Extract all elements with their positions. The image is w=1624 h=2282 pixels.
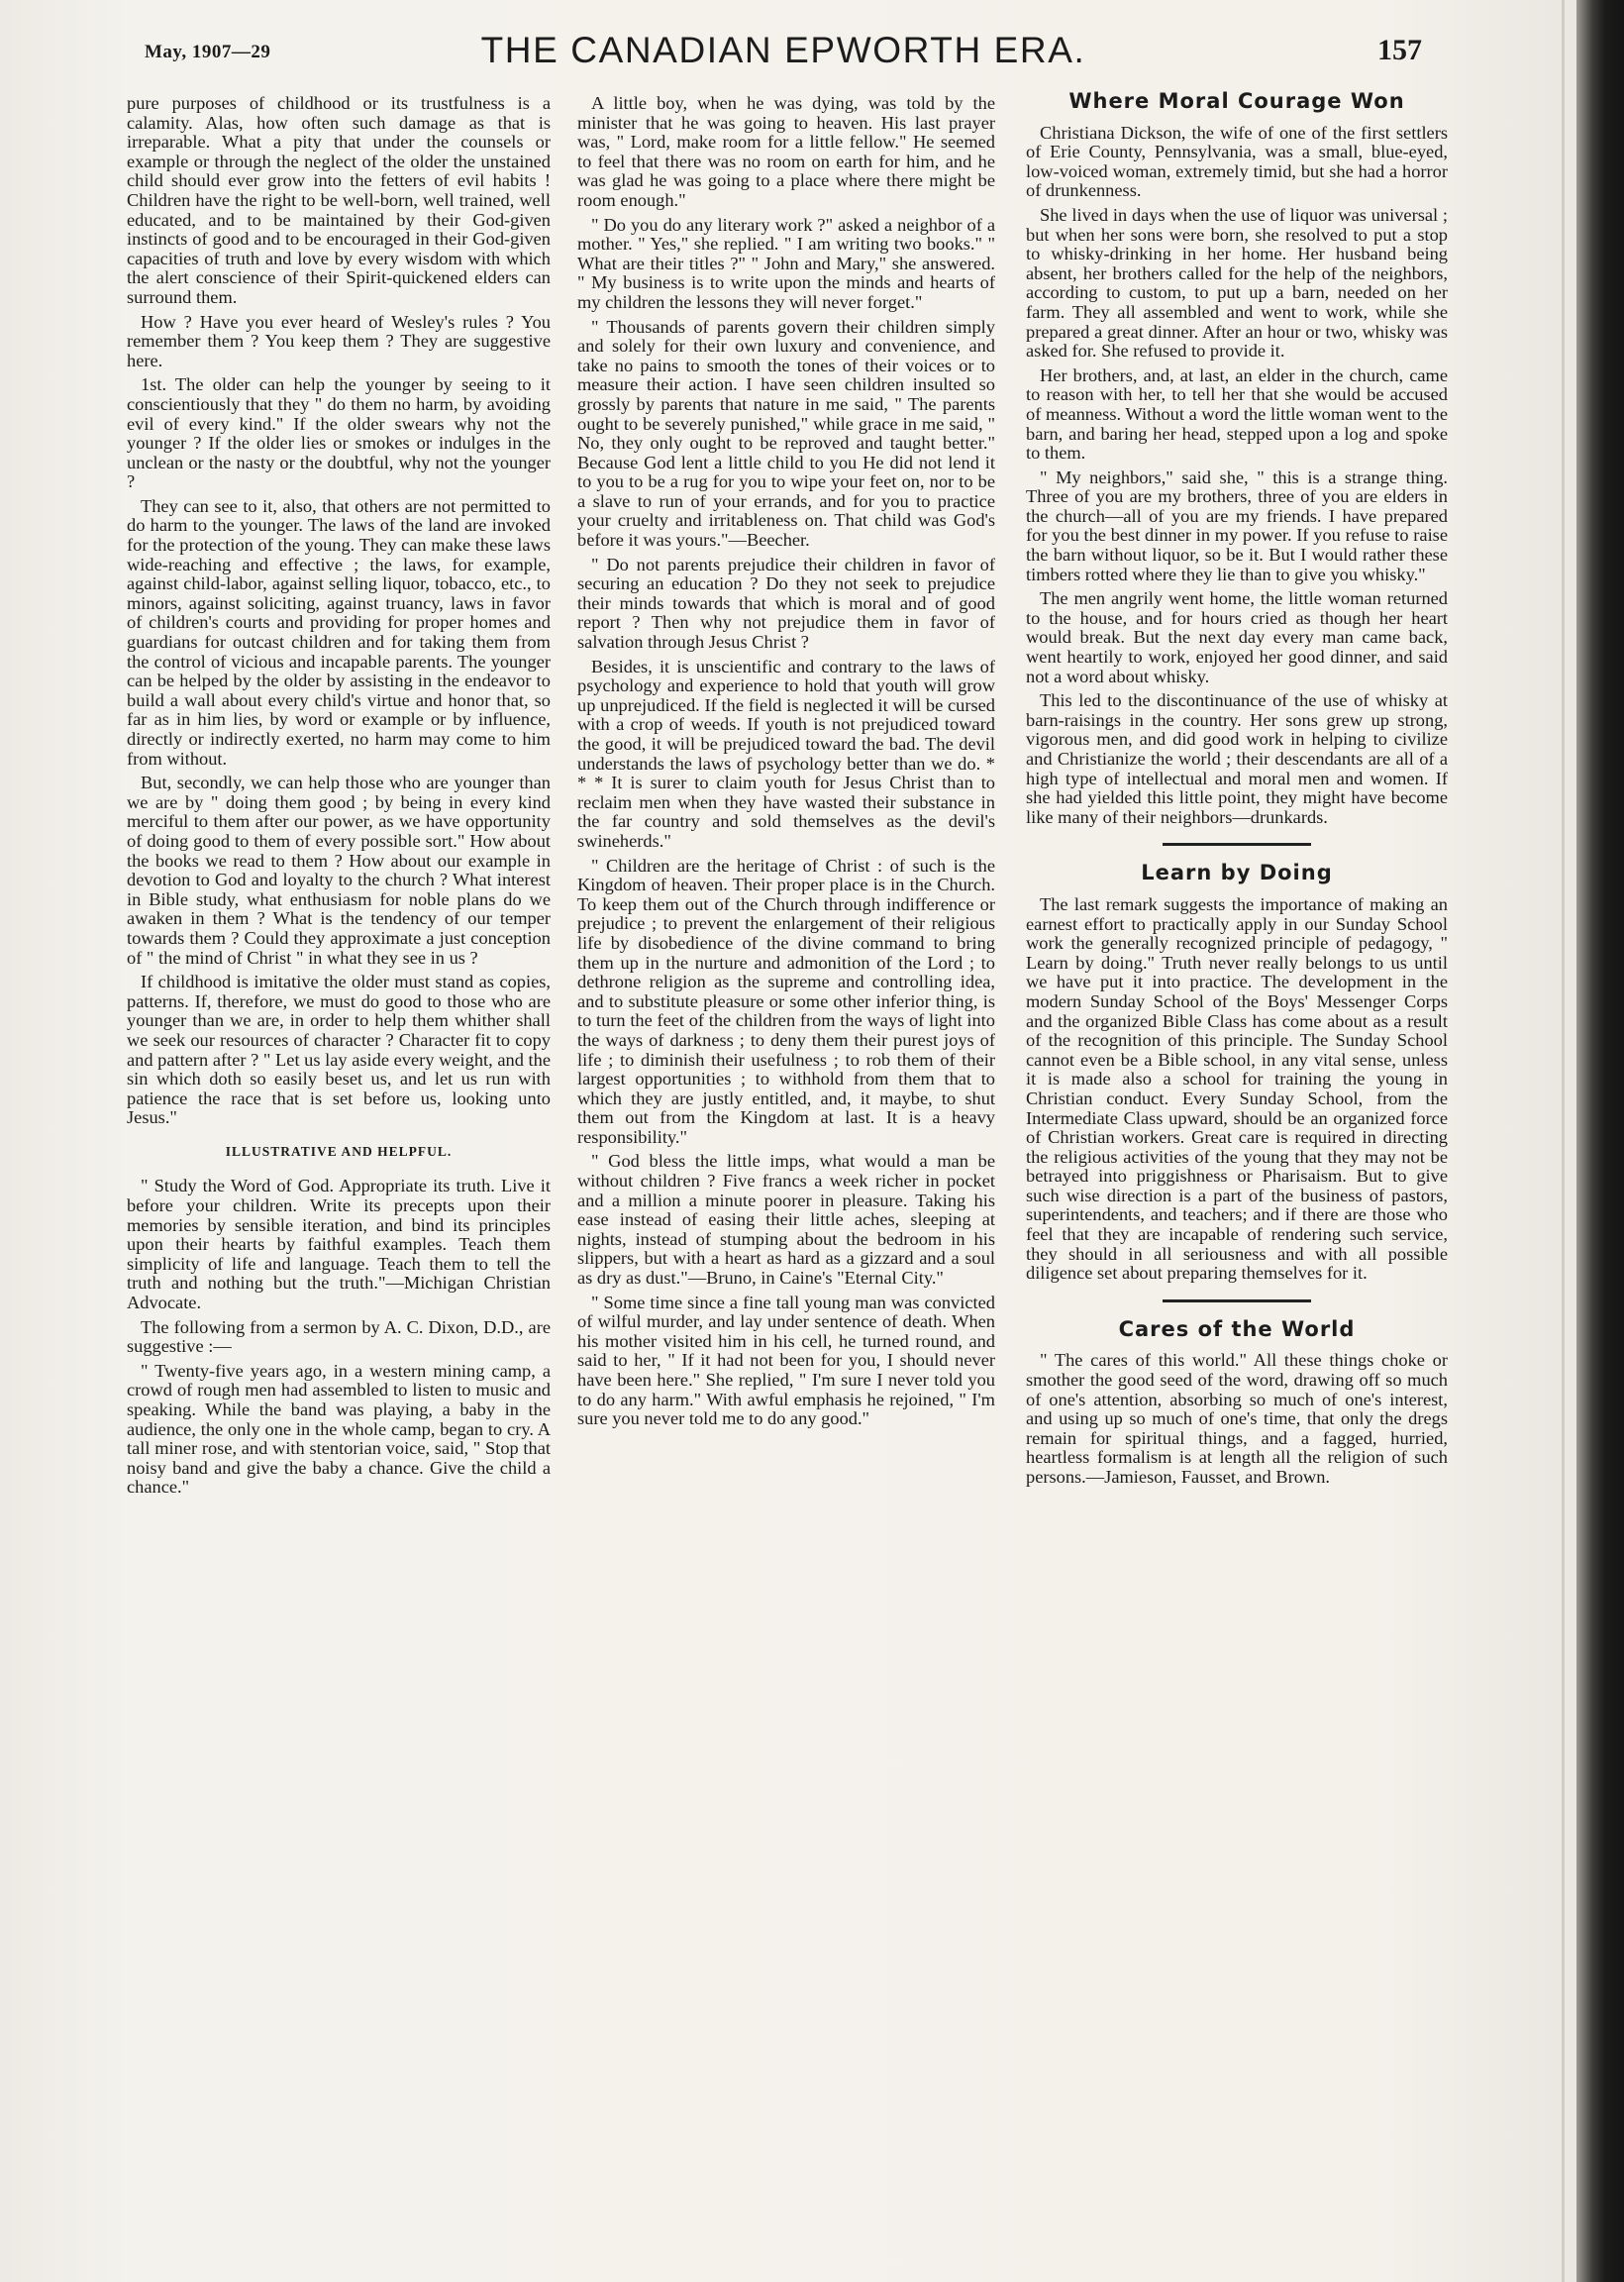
paragraph: A little boy, when he was dying, was told by the minister that he was going to heaven. His last prayer was, " Lord, make room for a little fellow." He seemed to feel that there was no room on earth for him, and he was glad he was going to a place where there might be room enough." xyxy=(577,93,995,210)
paragraph: She lived in days when the use of liquor was universal ; but when her sons were born, she resolved to put a stop to whisky-drinking in her home. Her husband being absent, her brothers called for the help of the neighbors, according to custom, to put up a barn, needed on her farm. They all assembled and went to work, while she prepared a great dinner. After an hour or two, whisky was asked for. She refused to provide it. xyxy=(1026,204,1448,362)
paragraph: Christiana Dickson, the wife of one of the first settlers of Erie County, Pennsylvania, was a small, blue-eyed, low-voiced woman, extremely timid, but she had a horror of drunkenness. xyxy=(1026,122,1448,201)
section-divider xyxy=(1163,1299,1311,1302)
paragraph: If childhood is imitative the older must stand as copies, patterns. If, therefore, we must do good to those who are younger than we are, in order to help them whither shall we seek our resources of character ? Character fit to copy and pattern after ? " Let us lay aside every weight, and the sin which doth so easily beset us, and let us run with patience the race that is set before us, looking unto Jesus." xyxy=(127,972,551,1128)
paragraph: " Children are the heritage of Christ : of such is the Kingdom of heaven. Their proper place is in the Church. To keep them out of the Church through indifference or prejudice ; to prevent the enlargement of their religious life by disobedience of the divine command to bring them up in the nurture and admonition of the Lord ; to dethrone religion as the supreme and controlling idea, and to substitute pleasure or some other inferior thing, is to turn the feet of the children from the ways of light into the ways of darkness ; to deny them their purest joys of life ; to diminish their usefulness ; to rob them of their largest opportunities ; to withhold from them that to which they are justly entitled, and, it maybe, to shut them out from the Kingdom at last. It is a heavy responsibility." xyxy=(577,855,995,1147)
binding-shadow xyxy=(1562,0,1565,2282)
paragraph: They can see to it, also, that others are not permitted to do harm to the younger. The laws of the land are invoked for the protection of the young. They can make these laws wide-reaching and effective ; the laws, for example, against child-labor, against selling liquor, tobacco, etc., to minors, against soliciting, against truancy, laws in favor of children's courts and providing for proper homes and guardians for outcast children and for taking them from the control of vicious and incapable parents. The younger can be helped by the older by assisting in the endeavor to build a wall about every child's virtue and honor that, so far as in him lies, by word or example or by influence, directly or indirectly exerted, no harm may come to him from without. xyxy=(127,495,551,769)
column-2 xyxy=(577,94,995,1434)
paragraph: Besides, it is unscientific and contrary to the laws of psychology and experience to hold that youth will grow up unprejudiced. If the field is neglected it will be cursed with a crop of weeds. If youth is not prejudiced toward the good, it will be prejudiced toward the bad. The devil understands the laws of psychology better than we do. * * * It is surer to claim youth for Jesus Christ than to reclaim men when they have wasted their substance in the far country and sold themselves as the devil's swineherds." xyxy=(577,656,995,851)
paragraph: " Some time since a fine tall young man was convicted of wilful murder, and lay under sentence of death. When his mother visited him in his cell, he turned round, and said to her, " If it had not been for you, I should never have been here." She replied, " I'm sure I never told you to do any harm." With awful emphasis he rejoined, " I'm sure you never told me to do any good." xyxy=(577,1292,995,1429)
paragraph: " Twenty-five years ago, in a western mining camp, a crowd of rough men had assembled to listen to music and speaking. While the band was playing, a baby in the audience, the only one in the whole camp, began to cry. A tall miner rose, and with stentorian voice, said, " Stop that noisy band and give the baby a chance. Give the child a chance." xyxy=(127,1360,551,1498)
paragraph: The men angrily went home, the little woman returned to the house, and for hours cried as though her heart would break. But the next day every man came back, went heartily to work, enjoyed her good dinner, and said not a word about whisky. xyxy=(1026,588,1448,686)
paragraph: " Study the Word of God. Appropriate its truth. Live it before your children. Write its precepts upon their memories by sensible iteration, and bind its principles upon their hearts by faithful examples. Teach them simplicity of life and language. Teach them to tell the truth and nothing but the truth."—Michigan Christian Advocate. xyxy=(127,1176,551,1313)
book-spine xyxy=(1576,0,1624,2282)
paragraph: The last remark suggests the importance of making an earnest effort to practically apply in our Sunday School work the generally recognized principle of pedagogy, " Learn by doing." Truth never really belongs to us until we have put it into practice. The development in the modern Sunday School of the Boys' Messenger Corps and the organized Bible Class has come about as a result of the recognition of this principle. The Sunday School cannot even be a Bible school, in any vital sense, unless it is made also a school for training the young in Christian conduct. Every Sunday School, from the Intermediate Class upward, should be an organized force of Christian workers. Great care is required in directing the religious activities of the young that they may not be betrayed into priggishness or Pharisaism. But to give such wise direction is a part of the business of pastors, superintendents, and teachers; and if there are those who feel that they are incapable of rendering such service, they should in all seriousness and with all possible diligence set about preparing themselves for it. xyxy=(1026,893,1448,1284)
section-divider xyxy=(1163,843,1311,846)
page-number: 157 xyxy=(1377,34,1422,66)
paragraph: 1st. The older can help the younger by seeing to it conscientiously that they " do them no harm, by avoiding evil of every kind." If the older swears why not the younger ? If the older lies or smokes or indulges in the unclean or the nasty or the doubtful, why not the younger ? xyxy=(127,374,551,492)
section-title: Learn by Doing xyxy=(1141,861,1333,885)
paragraph: This led to the discontinuance of the use of whisky at barn-raisings in the country. Her sons grew up strong, vigorous men, and did good work in helping to civilize and Christianize the world ; their descendants are all of a high type of intellectual and moral men and women. If she had yielded this little point, they might have become like many of their neighbors—drunkards. xyxy=(1026,690,1448,827)
paragraph: " The cares of this world." All these things choke or smother the good seed of the word, drawing off so much of one's attention, absorbing so much of one's interest, and using up so much of one's time, that only the dregs remain for spiritual things, and a fagged, hurried, heartless formalism is at length all the religion of such persons.—Jamieson, Fausset, and Brown. xyxy=(1026,1350,1448,1487)
column-1 xyxy=(127,94,551,1503)
paragraph: " My neighbors," said she, " this is a strange thing. Three of you are my brothers, three of you are elders in the church—all of you are my friends. I have prepared for you the best dinner in my power. If you refuse to raise the barn without liquor, so be it. But I would rather these timbers rotted where they lie than to give you whisky." xyxy=(1026,467,1448,584)
section-title: Where Moral Courage Won xyxy=(1068,89,1405,113)
issue-date: May, 1907—29 xyxy=(145,42,271,62)
paragraph: " Thousands of parents govern their children simply and solely for their own luxury and convenience, and take no pains to smooth the tones of their voices or to measure their action. I have seen children insulted so grossly by parents that nature in me said, " The parents ought to be severely punished," while grace in me said, " No, they only ought to be reproved and taught better." Because God lent a little child to you He did not lend it to you to be a rug for you to wipe your feet on, nor to be a slave to run of your errands, and for you to practice your cruelty and irritableness on. That child was God's before it was yours."—Beecher. xyxy=(577,316,995,551)
column-3 xyxy=(1026,89,1448,1493)
publication-title: THE CANADIAN EPWORTH ERA. xyxy=(480,30,1086,70)
section-title: Cares of the World xyxy=(1118,1316,1356,1341)
paragraph: How ? Have you ever heard of Wesley's rules ? You remember them ? You keep them ? They are suggestive here. xyxy=(127,311,551,370)
paragraph: But, secondly, we can help those who are younger than we are by " doing them good ; by being in every kind merciful to them after our power, as we have opportunity of doing good to them of every possible sort." How about the books we read to them ? How about our example in devotion to God and loyalty to the church ? What interest in Bible study, what enthusiasm for noble plans do we awaken in them ? What is the tendency of our temper towards them ? Could they approximate a just conception of " the mind of Christ " in what they see in us ? xyxy=(127,773,551,968)
subheading: ILLUSTRATIVE AND HELPFUL. xyxy=(225,1143,453,1159)
paragraph: Her brothers, and, at last, an elder in the church, came to reason with her, to tell her that she would be accused of meanness. Without a word the little woman went to the barn, and baring her head, stepped upon a log and spoke to them. xyxy=(1026,364,1448,464)
paragraph: " God bless the little imps, what would a man be without children ? Five francs a week richer in pocket and a million a minute poorer in pleasure. Taking his ease instead of easing their little aches, sleeping at nights, instead of stumping about the bedroom in his slippers, but with a heart as hard as a gizzard and a soul as dry as dust."—Bruno, in Caine's "Eternal City." xyxy=(577,1151,995,1289)
paragraph: pure purposes of childhood or its trustfulness is a calamity. Alas, how often such damage as that is irreparable. What a pity that under the counsels or example or through the neglect of the older the unstained child should ever grow into the fetters of evil habits ! Children have the right to be well-born, well trained, well educated, and to be maintained by their God-given instincts of good and to be encouraged in their God-given capacities of truth and love by every wisdom with which the alert conscience of their Spirit-quickened elders can surround them. xyxy=(127,93,551,307)
paragraph: " Do not parents prejudice their children in favor of securing an education ? Do they not seek to prejudice their minds towards that which is moral and of good report ? Then why not prejudice them in favor of salvation through Jesus Christ ? xyxy=(577,554,995,653)
paragraph: " Do you do any literary work ?" asked a neighbor of a mother. " Yes," she replied. " I am writing two books." " What are their titles ?" " John and Mary," she answered. " My business is to write upon the minds and hearts of my children the lessons they will never forget." xyxy=(577,214,995,312)
paragraph: The following from a sermon by A. C. Dixon, D.D., are suggestive :— xyxy=(127,1316,551,1357)
running-header xyxy=(145,30,1422,79)
